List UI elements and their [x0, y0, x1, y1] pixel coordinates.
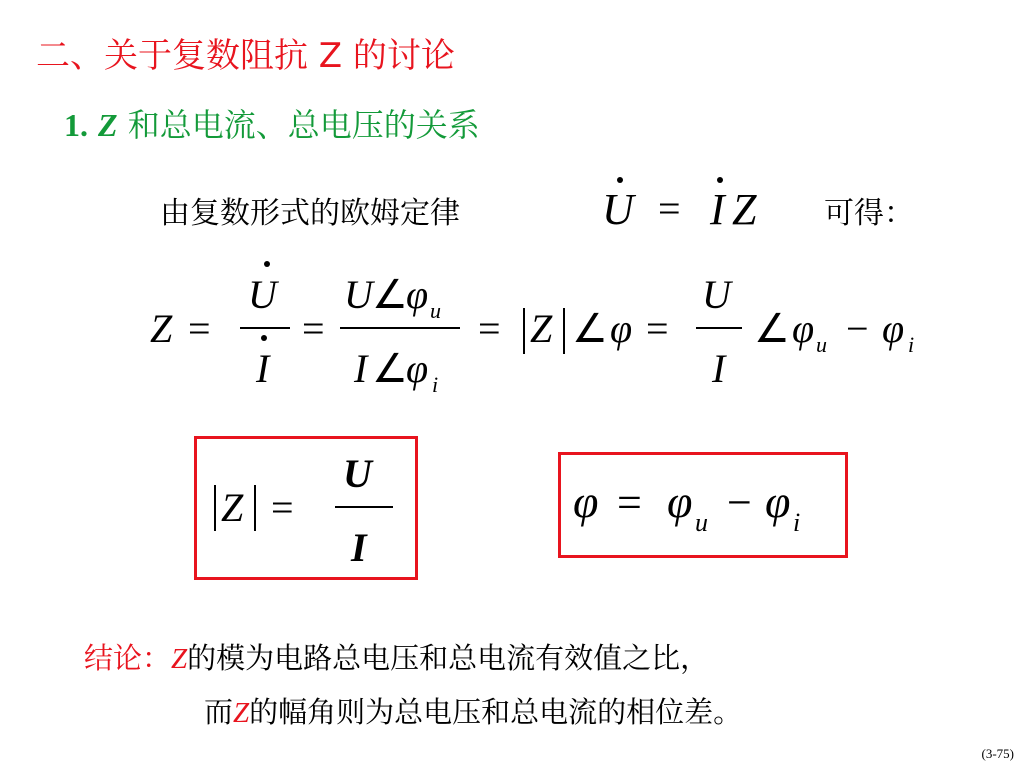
- svg-text:∠: ∠: [754, 306, 790, 351]
- magnitude-result-box: [194, 436, 418, 580]
- svg-text:u: u: [816, 332, 827, 357]
- conclusion-z-symbol-2: Z: [233, 697, 250, 729]
- svg-text:=: =: [646, 306, 669, 351]
- svg-text:∠: ∠: [572, 306, 608, 351]
- svg-text:u: u: [430, 298, 441, 323]
- svg-text:U: U: [702, 272, 731, 317]
- svg-text:U: U: [248, 272, 277, 317]
- svg-text:φ: φ: [792, 306, 815, 351]
- svg-text:U: U: [602, 185, 634, 234]
- svg-text:=: =: [658, 186, 681, 231]
- svg-text:=: =: [271, 485, 294, 530]
- conclusion-z-symbol: Z: [171, 643, 188, 675]
- phase-formula: [561, 455, 845, 555]
- conclusion-line-2-text: 的幅角则为总电压和总电流的相位差。: [249, 695, 743, 729]
- svg-text:I: I: [354, 346, 368, 391]
- svg-text:=: =: [188, 306, 211, 351]
- svg-text:φ: φ: [667, 476, 693, 527]
- svg-text:φ: φ: [406, 272, 429, 317]
- svg-text:=: =: [478, 306, 501, 351]
- svg-text:=: =: [617, 478, 642, 527]
- svg-text:=: =: [302, 306, 325, 351]
- conclusion-line-2-prefix: 而: [204, 695, 234, 729]
- page-title: 二、关于复数阻抗 Z 的讨论: [36, 36, 455, 76]
- svg-text:I: I: [351, 525, 367, 570]
- svg-text:−: −: [846, 306, 869, 351]
- ohms-law-formula: [590, 166, 790, 236]
- section-heading: [64, 100, 480, 146]
- magnitude-formula: [197, 439, 415, 577]
- svg-text:φ: φ: [610, 306, 633, 351]
- svg-text:i: i: [908, 332, 915, 357]
- svg-text:Z: Z: [732, 185, 757, 234]
- section-z-symbol: Z: [98, 107, 118, 143]
- svg-text:φ: φ: [573, 476, 599, 527]
- svg-text:U: U: [344, 272, 373, 317]
- svg-text:I: I: [710, 185, 725, 234]
- section-text: 和总电流、总电压的关系: [117, 106, 480, 144]
- svg-text:I: I: [256, 346, 270, 391]
- phase-result-box: [558, 452, 848, 558]
- svg-text:I: I: [712, 346, 726, 391]
- svg-text:−: −: [727, 478, 752, 527]
- section-number: 1.: [64, 107, 88, 143]
- svg-text:φ: φ: [406, 346, 429, 391]
- svg-text:u: u: [695, 508, 708, 537]
- ohms-law-intro: 由复数形式的欧姆定律: [160, 196, 460, 231]
- conclusion-line-1-text: 的模为电路总电压和总电流有效值之比，: [187, 641, 710, 675]
- then-text: 可得：: [824, 196, 914, 231]
- conclusion-line-1: [84, 636, 709, 677]
- conclusion-line-2: [204, 690, 742, 731]
- svg-text:Z: Z: [530, 306, 553, 351]
- svg-text:∠: ∠: [372, 272, 408, 317]
- conclusion-label: 结论：: [84, 641, 172, 675]
- svg-text:i: i: [432, 372, 439, 397]
- svg-text:i: i: [793, 508, 801, 537]
- impedance-derivation-formula: [140, 250, 940, 400]
- svg-text:∠: ∠: [372, 346, 408, 391]
- svg-text:Z: Z: [221, 485, 244, 530]
- svg-text:Z: Z: [150, 306, 173, 351]
- svg-text:φ: φ: [765, 476, 791, 527]
- svg-text:φ: φ: [882, 306, 905, 351]
- page-number: (3-75): [981, 746, 1014, 761]
- svg-text:U: U: [343, 451, 372, 496]
